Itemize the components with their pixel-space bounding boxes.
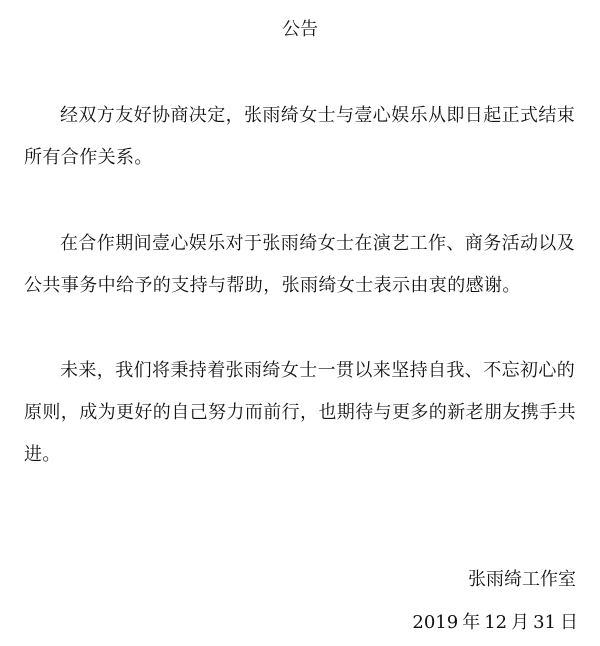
date-month-char: 月 [511,612,530,633]
date-year: 2019 [412,612,459,633]
date-year-char: 年 [462,612,481,633]
paragraph-2: 在合作期间壹心娱乐对于张雨绮女士在演艺工作、商务活动以及公共事务中给予的支持与帮助，张雨绮女士表示由衷的感谢。 [24,233,576,296]
date-month: 12 [484,612,508,633]
signature-studio: 张雨绮工作室 [468,569,576,590]
issue-date [412,608,582,638]
date-day-char: 日 [560,612,578,633]
announcement-title: 公告 [282,19,318,40]
paragraph-3: 未来，我们将秉持着张雨绮女士一贯以来坚持自我、不忘初心的原则，成为更好的自己努力而前行，也期待与更多的新老朋友携手共进。 [24,360,576,465]
date-day: 31 [533,612,556,633]
paragraph-1: 经双方友好协商决定，张雨绮女士与壹心娱乐从即日起正式结束所有合作关系。 [24,105,576,168]
